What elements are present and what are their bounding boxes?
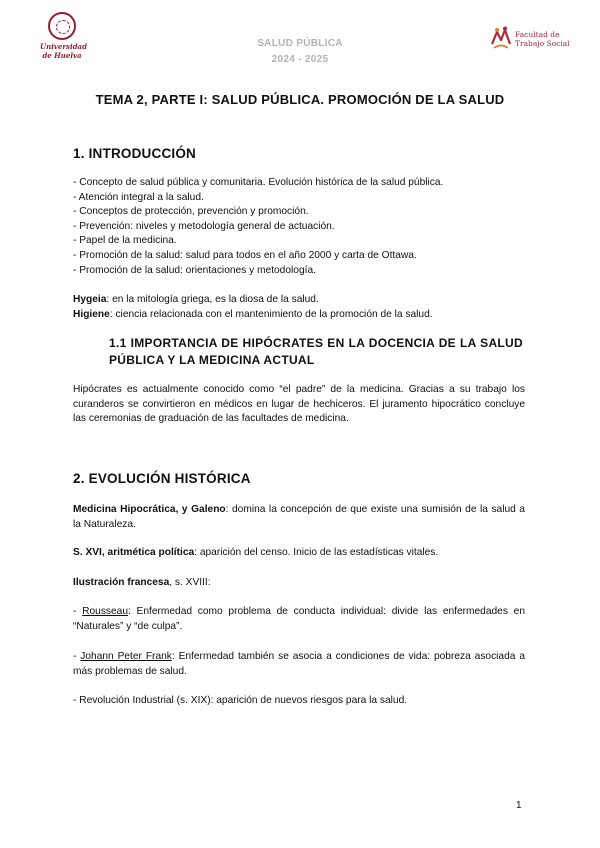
- paragraph-hipocratica: [73, 503, 525, 532]
- list-item: - Concepto de salud pública y comunitaria. Evolución histórica de la salud pública.: [73, 177, 444, 188]
- paragraph-lead: Ilustración francesa: [73, 577, 170, 588]
- faculty-logo-line-2: Trabajo Social: [515, 39, 570, 48]
- paragraph-text: , s. XVIII:: [169, 577, 211, 588]
- paragraph-text: : Enfermedad también se asocia a condiciones de vida: pobreza asociada a más problemas de salud.: [73, 651, 525, 677]
- paragraph-ilustracion: [73, 576, 525, 591]
- introduction-topic-list: [73, 176, 525, 278]
- university-logo-line-1: Universidad: [40, 42, 87, 51]
- section-1-heading: 1. INTRODUCCIÓN: [73, 146, 197, 161]
- paragraph-text: : aparición del censo. Inicio de las estadísticas vitales.: [194, 547, 439, 558]
- university-logo-line-2: de Huelva: [42, 51, 82, 60]
- term-hygeia: Hygeia: [73, 294, 107, 305]
- list-item: - Prevención: niveles y metodología general de actuación.: [73, 220, 335, 232]
- paragraph-text: : Enfermedad como problema de conducta individual: divide las enfermedades en “Naturales” y “de culpa”.: [73, 606, 525, 632]
- paragraph-lead: Medicina Hipocrática, y Galeno: [73, 504, 226, 515]
- paragraph-lead: S. XVI, aritmética política: [73, 547, 195, 558]
- definition-text: : ciencia relacionada con el mantenimiento de la promoción de la salud.: [109, 308, 433, 320]
- person-name: Rousseau: [82, 606, 128, 617]
- definition-higiene: [73, 308, 525, 323]
- hipocrates-paragraph: Hipócrates es actualmente conocido como “el padre” de la medicina. Gracias a su trabajo los curanderos se convirtieron en médicos en lugar de hechiceros. El juramento hipocrático concluye las ceremonias de graduación de las facultades de medicina.: [73, 384, 525, 425]
- paragraph-dash: -: [73, 651, 81, 662]
- list-item: - Promoción de la salud: orientaciones y metodología.: [73, 264, 316, 276]
- paragraph-revolucion-industrial: - Revolución Industrial (s. XIX): aparición de nuevos riesgos para la salud.: [73, 695, 408, 706]
- paragraph-siglo-xvi: [73, 546, 525, 561]
- paragraph-dash: -: [73, 606, 83, 617]
- list-item: - Atención integral a la salud.: [73, 191, 204, 203]
- faculty-logo: [488, 26, 578, 52]
- definition-text: : en la mitología griega, es la diosa de la salud.: [106, 294, 319, 305]
- academic-year: 2024 - 2025: [271, 54, 329, 65]
- person-name: Johann Peter Frank: [80, 651, 172, 662]
- page-number: 1: [516, 800, 522, 811]
- paragraph-rousseau: [73, 605, 525, 634]
- term-higiene: Higiene: [73, 308, 110, 320]
- paragraph-text: : domina la concepción de que existe una sumisión de la salud a la Naturaleza.: [73, 504, 525, 530]
- paragraph-frank: [73, 650, 525, 679]
- definition-hygeia: [73, 293, 525, 308]
- subsection-1-1-heading: 1.1 IMPORTANCIA DE HIPÓCRATES EN LA DOCENCIA DE LA SALUD PÚBLICA Y LA MEDICINA ACTUAL: [109, 336, 523, 367]
- document-title: TEMA 2, PARTE I: SALUD PÚBLICA. PROMOCIÓN DE LA SALUD: [95, 92, 505, 107]
- list-item: - Papel de la medicina.: [73, 235, 177, 247]
- course-name: SALUD PÚBLICA: [257, 38, 343, 49]
- section-2-heading: 2. EVOLUCIÓN HISTÓRICA: [73, 471, 251, 486]
- faculty-emblem-icon: [488, 26, 514, 50]
- definitions: [73, 293, 525, 322]
- faculty-logo-text: [515, 30, 570, 48]
- list-item: - Promoción de la salud: salud para todos en el año 2000 y carta de Ottawa.: [73, 249, 417, 261]
- faculty-logo-line-1: Facultad de: [515, 30, 560, 39]
- list-item: - Conceptos de protección, prevención y promoción.: [73, 206, 309, 218]
